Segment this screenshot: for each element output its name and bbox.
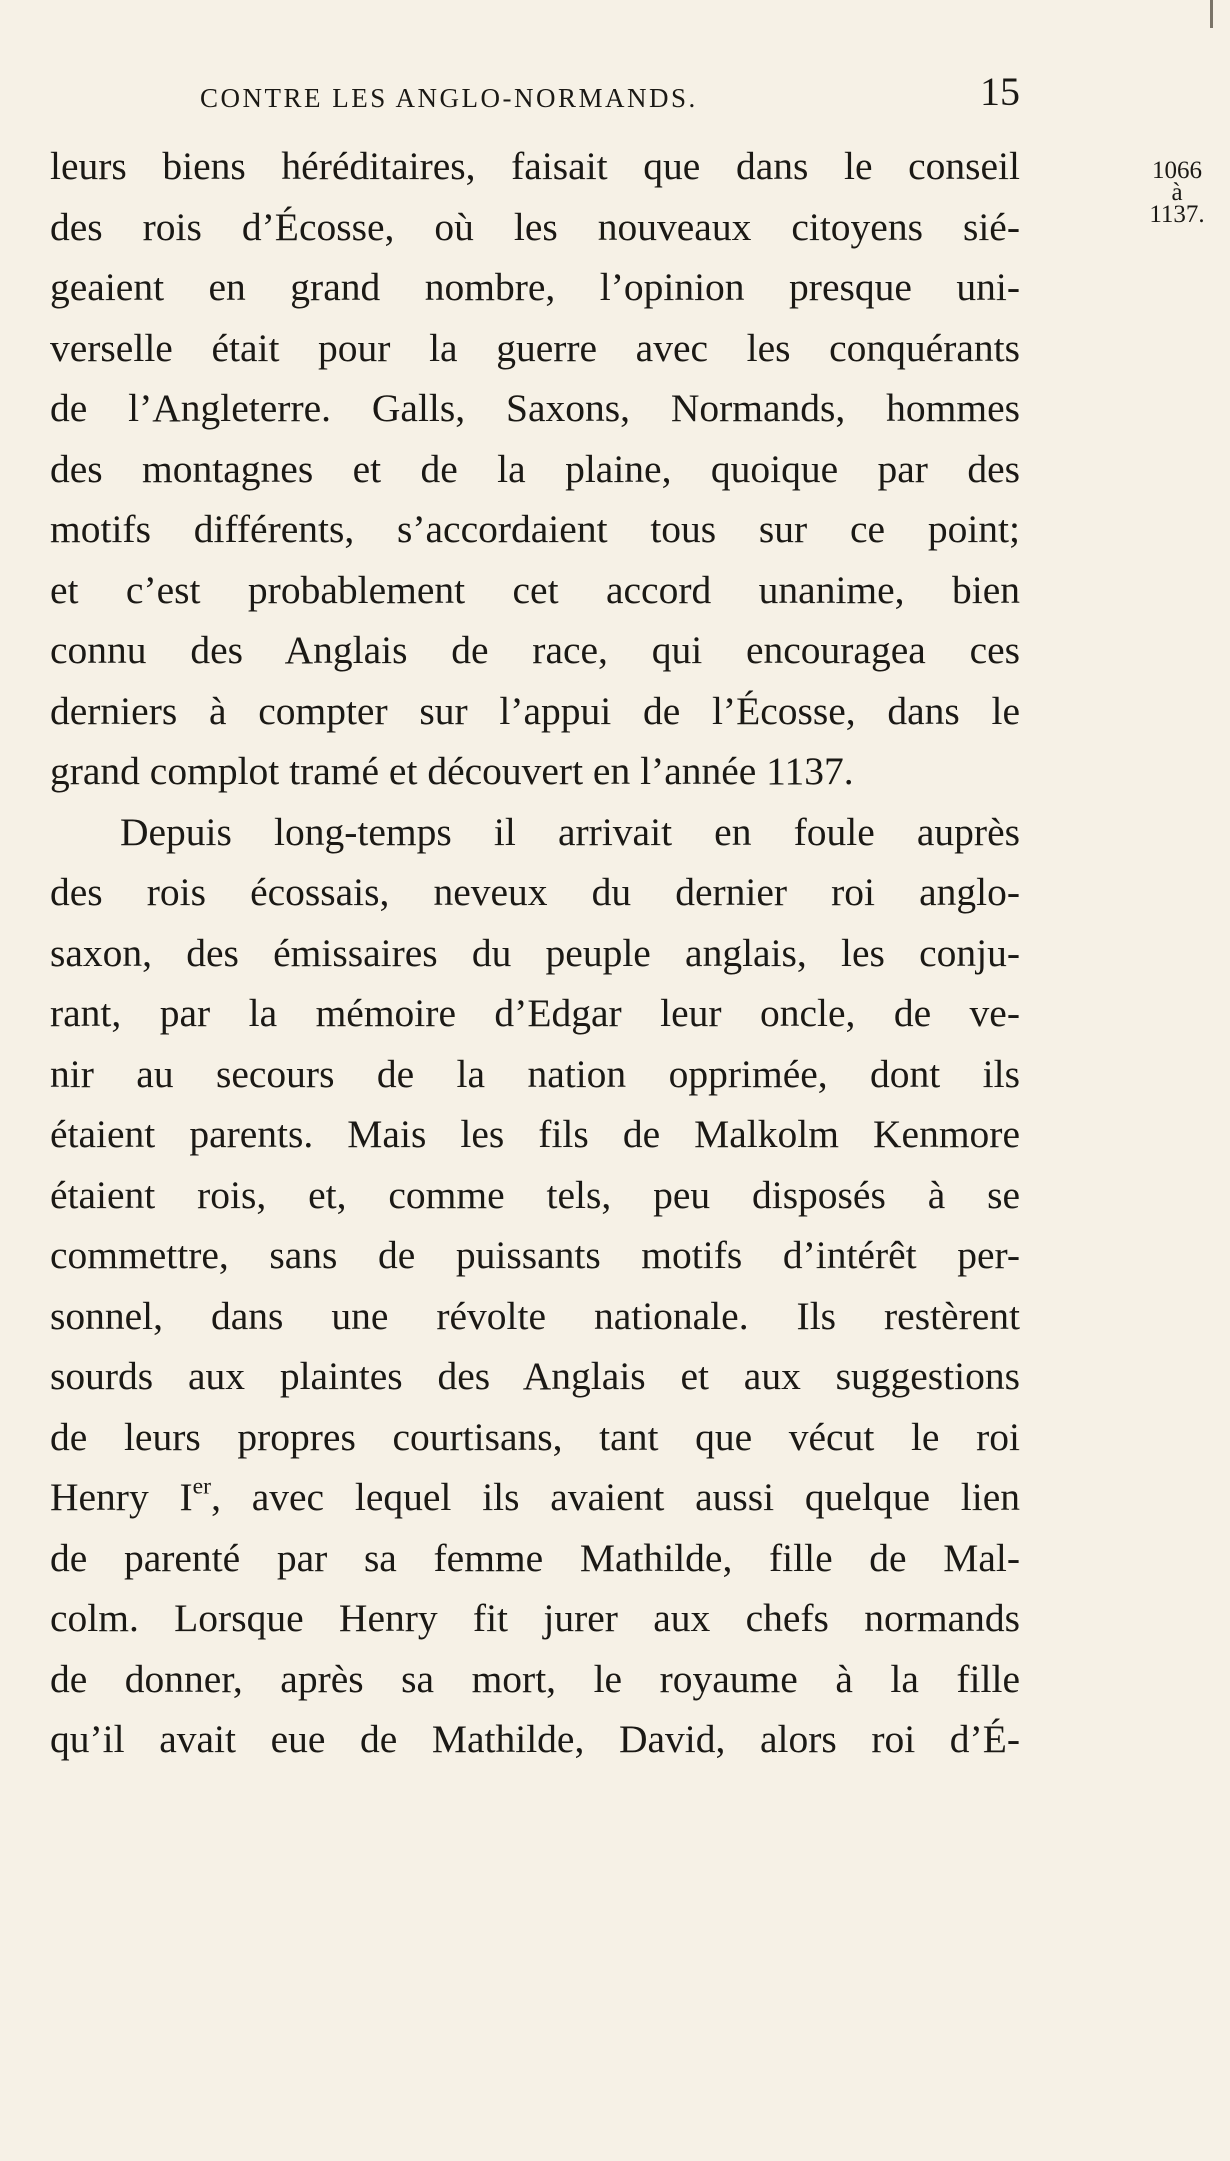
text-line: sonnel, dans une révolte nationale. Ils restèrent (50, 1293, 1020, 1338)
page-edge-mark (1210, 0, 1213, 28)
margin-date-separator: à (1171, 179, 1183, 206)
text-line: et c’est probablement cet accord unanime, bien (50, 567, 1020, 612)
page-header (200, 69, 1020, 118)
text-line: geaient en grand nombre, l’opinion presque uni- (50, 265, 1020, 309)
margin-date-note (1132, 157, 1222, 228)
text-line: connu des Anglais de race, qui encouragea ces (50, 628, 1020, 672)
text-line: de l’Angleterre. Galls, Saxons, Normands, hommes (50, 386, 1020, 430)
text-line: qu’il avait eue de Mathilde, David, alors roi d’É- (50, 1717, 1020, 1761)
text-line: de donner, après sa mort, le royaume à la fille (50, 1656, 1020, 1701)
running-title: CONTRE LES ANGLO-NORMANDS. (200, 83, 698, 113)
ordinal-superscript: er (192, 1473, 212, 1500)
henry-name: Henry I (50, 1475, 193, 1519)
text-line: de leurs propres courtisans, tant que vécut le roi (50, 1414, 1020, 1459)
text-line: motifs différents, s’accordaient tous sur ce point; (50, 507, 1020, 551)
text-line: des montagnes et de la plaine, quoique par des (50, 446, 1020, 491)
paragraph-end-line: grand complot tramé et découvert en l’année 1137. (50, 749, 854, 793)
text-line: rant, par la mémoire d’Edgar leur oncle, de ve- (50, 991, 1020, 1035)
text-line: colm. Lorsque Henry fit jurer aux chefs normands (50, 1596, 1020, 1640)
text-line: commettre, sans de puissants motifs d’intérêt per- (50, 1233, 1020, 1277)
margin-date-start: 1066 (1152, 157, 1202, 184)
text-line: leurs biens héréditaires, faisait que dans le conseil (50, 144, 1020, 188)
text-line: sourds aux plaintes des Anglais et aux suggestions (50, 1354, 1020, 1398)
margin-date-end: 1137. (1149, 201, 1205, 228)
text-line-with-superscript (50, 1467, 1020, 1528)
body-text (50, 136, 1020, 1770)
text-line: étaient rois, et, comme tels, peu disposés à se (50, 1172, 1020, 1217)
text-line: derniers à compter sur l’appui de l’Écosse, dans le (50, 688, 1020, 733)
paragraph-start-line: Depuis long-temps il arrivait en foule auprès (120, 809, 1020, 854)
text-line: saxon, des émissaires du peuple anglais, les conju- (50, 930, 1020, 975)
page-number: 15 (980, 69, 1020, 114)
text-line: des rois d’Écosse, où les nouveaux citoyens sié- (50, 204, 1020, 249)
text-line: nir au secours de la nation opprimée, dont ils (50, 1051, 1020, 1096)
line-continuation: , avec lequel ils avaient aussi quelque lien (211, 1475, 1020, 1519)
text-line: étaient parents. Mais les fils de Malkolm Kenmore (50, 1112, 1020, 1156)
text-line: de parenté par sa femme Mathilde, fille de Mal- (50, 1535, 1020, 1580)
text-line: verselle était pour la guerre avec les conquérants (50, 325, 1020, 370)
text-line: des rois écossais, neveux du dernier roi anglo- (50, 870, 1020, 914)
